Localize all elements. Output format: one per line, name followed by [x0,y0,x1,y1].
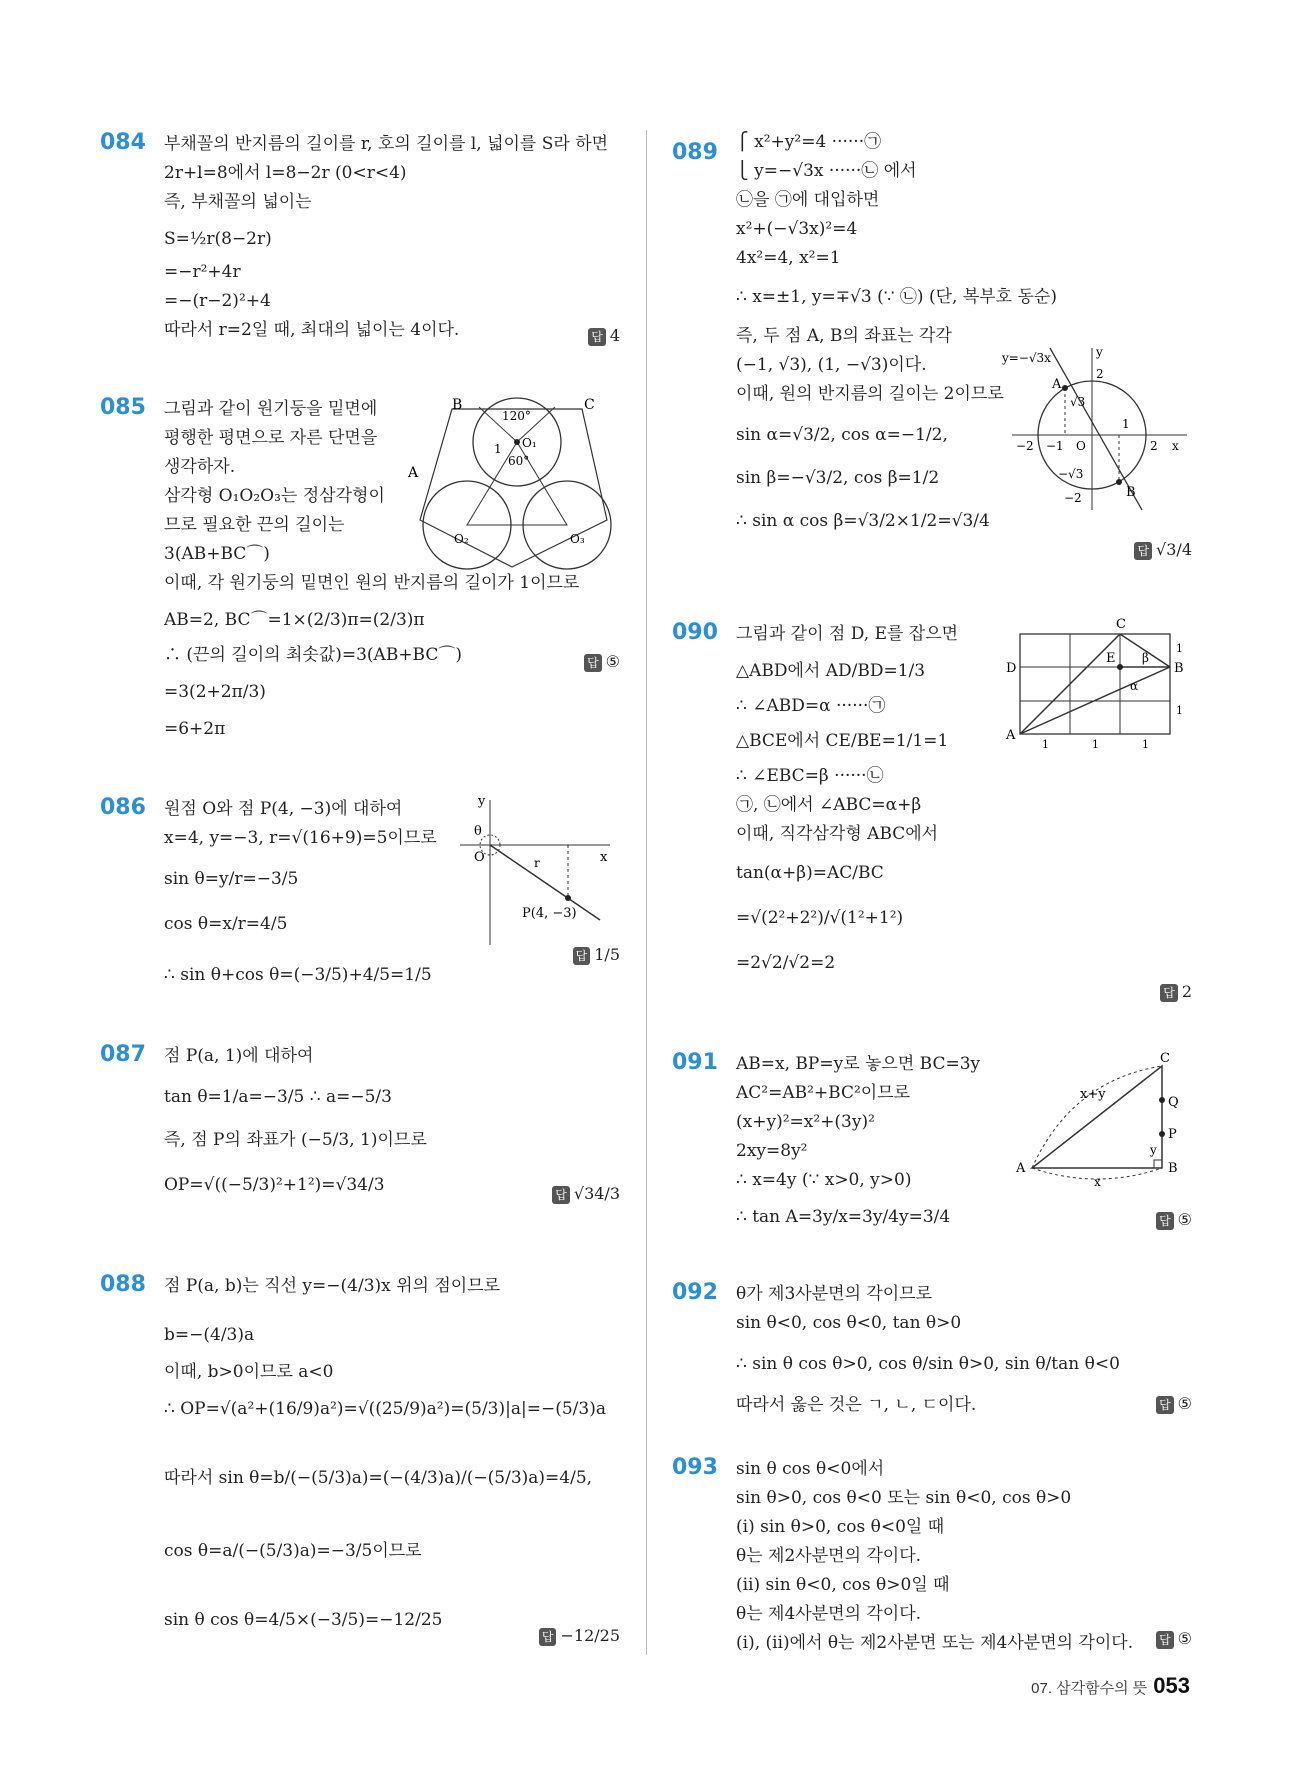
label-o2: O₂ [454,532,469,546]
solution-line: θ가 제3사분면의 각이므로 [736,1284,933,1304]
answer-value: 4 [609,326,620,345]
answer-tag: 답 [584,654,602,672]
problem-number: 091 [672,1050,718,1075]
solution-line: =−(r−2)²+4 [164,291,271,311]
solution-line: (ⅱ) sin θ<0, cos θ>0일 때 [736,1575,950,1595]
solution-line: sin α=√3/2, cos α=−1/2, [736,425,948,445]
solution-line: ∴ (끈의 길이의 최솟값)=3(AB+BC⌒) [164,645,463,665]
solution-line: 원점 O와 점 P(4, −3)에 대하여 [164,799,403,819]
label-d: D [1006,661,1017,676]
solution-line: =6+2π [164,719,226,739]
solution-line: sin θ=y/r=−3/5 [164,869,299,889]
tick-root3: √3 [1070,395,1086,409]
label-a: A [1016,1161,1026,1176]
solution-line: ∴ tan A=3y/x=3y/4y=3/4 [736,1207,951,1227]
solution-line: ∴ ∠EBC=β ······㉡ [736,766,884,786]
grid-outer [1020,634,1170,734]
solution-line: sin θ<0, cos θ<0, tan θ>0 [736,1313,962,1333]
label-theta: θ [474,824,482,839]
solution-line: 즉, 두 점 A, B의 좌표는 각각 [736,326,952,346]
solution-line: 생각하자. [164,457,236,477]
label-q: Q [1168,1095,1179,1110]
solution-line: =2√2/√2=2 [736,953,836,973]
point-e [1117,664,1123,670]
answer [573,945,620,965]
problem-number: 085 [100,395,146,420]
solution-line: S=½r(8−2r) [164,229,272,249]
label-beta: β [1142,651,1149,665]
page-number: 053 [1153,1673,1190,1698]
label-o1: O₁ [522,436,537,450]
solution-line: x²+(−√3x)²=4 [736,219,858,239]
answer-value: ⑤ [1177,1394,1192,1413]
answer-value: ⑤ [1177,1629,1192,1648]
solution-line: OP=√((−5/3)²+1²)=√34/3 [164,1175,385,1195]
answer-value: ⑤ [1177,1210,1192,1229]
triangle-abc [1032,1066,1162,1168]
solution-line: 평행한 평면으로 자른 단면을 [164,428,378,448]
tick-2: 2 [1096,367,1104,381]
label-a: A [1052,377,1062,392]
problem-number: 090 [672,620,718,645]
answer [552,1184,620,1204]
answer-value: 1/5 [594,945,620,964]
solution-line: 따라서 sin θ=b/(−(5/3)a)=(−(4/3)a)/(−(5/3)a)=4/5, [164,1468,593,1488]
solution-line: ㉡을 ㉠에 대입하면 [736,190,880,210]
solution-line: 따라서 옳은 것은 ㄱ, ㄴ, ㄷ이다. [736,1395,977,1415]
answer-tag: 답 [1134,542,1152,560]
solution-line: ∴ x=4y (∵ x>0, y>0) [736,1170,912,1190]
solution-line: 즉, 부채꼴의 넓이는 [164,192,312,212]
answer [1156,1629,1192,1649]
solution-line: 삼각형 O₁O₂O₃는 정삼각형이 [164,486,385,506]
solution-line: tan θ=1/a=−3/5 ∴ a=−5/3 [164,1087,392,1107]
point-q [1159,1097,1165,1103]
solution-line: 따라서 r=2일 때, 최대의 넓이는 4이다. [164,320,460,340]
solution-line: ∴ OP=√(a²+(16/9)a²)=√((25/9)a²)=(5/3)|a|=−(5/3)a [164,1399,606,1419]
point-b [1116,479,1122,485]
solution-line: ⎧ x²+y²=4 ······㉠ [736,132,882,152]
solution-line: sin θ>0, cos θ<0 또는 sin θ<0, cos θ>0 [736,1488,1072,1508]
solution-body [164,1272,624,1635]
point-a [1062,385,1068,391]
label-y: y [1150,1143,1157,1157]
tick-1: 1 [1142,738,1149,751]
solution-line: 2xy=8y² [736,1141,808,1161]
solution-line: 그림과 같이 원기둥을 밑면에 [164,399,378,419]
answer-value: ⑤ [605,652,620,671]
solution-line: ∴ x=±1, y=∓√3 (∵ ㉡) (단, 복부호 동순) [736,287,1057,307]
problem-number: 089 [672,140,718,165]
label-x: x [1172,439,1179,453]
coordinate-figure [460,795,620,955]
solution-body [164,130,624,345]
solution-line: AB=2, BC⌒=1×(2/3)π=(2/3)π [164,610,425,630]
solution-line: 그림과 같이 점 D, E를 잡으면 [736,624,959,644]
label-x: x [600,850,608,865]
solution-line: ∴ ∠ABD=α ······㉠ [736,696,886,716]
answer-value: −12/25 [560,1626,620,1645]
solution-body [164,1042,624,1200]
tick-1: 1 [1092,738,1099,751]
label-b: B [452,397,463,413]
solution-body [736,1455,1196,1658]
answer-tag: 답 [1156,1631,1174,1649]
point-p [1159,1131,1165,1137]
answer [1156,1210,1192,1230]
solution-line: θ는 제2사분면의 각이다. [736,1546,922,1566]
label-b: B [1174,661,1184,676]
solution-line: 즉, 점 P의 좌표가 (−5/3, 1)이므로 [164,1130,427,1150]
problem-number: 092 [672,1280,718,1305]
solution-body [736,1280,1196,1420]
label-y: y [478,794,486,809]
answer-tag: 답 [1156,1396,1174,1414]
tick-pos2: 2 [1150,439,1158,453]
solution-line: 3(AB+BC⌒) [164,544,270,564]
problem-number: 087 [100,1042,146,1067]
tick-1: 1 [1176,704,1183,717]
solution-line: tan(α+β)=AC/BC [736,863,884,883]
solution-line: =√(2²+2²)/√(1²+1²) [736,908,904,928]
answer [588,326,620,346]
answer-tag: 답 [539,1628,557,1646]
label-x-plus-y: x+y [1080,1087,1106,1102]
solution-line: 이때, b>0이므로 a<0 [164,1362,334,1382]
label-angle-120: 120° [502,409,531,423]
tick-neg-root3: −√3 [1058,467,1084,481]
answer [539,1626,620,1646]
solution-line: (ⅰ) sin θ>0, cos θ<0일 때 [736,1517,945,1537]
label-y: y [1096,345,1103,359]
label-b: B [1126,485,1136,500]
solution-line: AB=x, BP=y로 놓으면 BC=3y [736,1054,981,1074]
solution-line: sin θ cos θ<0에서 [736,1459,885,1479]
answer-tag: 답 [1156,1212,1174,1230]
problem-number: 093 [672,1455,718,1480]
unit-circle-figure [1002,340,1192,515]
problem-number: 084 [100,130,146,155]
label-r: r [534,856,540,870]
tick-neg2: −2 [1016,439,1034,453]
solution-line: △BCE에서 CE/BE=1/1=1 [736,731,949,751]
solution-line: ㉠, ㉡에서 ∠ABC=α+β [736,795,922,815]
solution-line: 2r+l=8에서 l=8−2r (0<r<4) [164,163,407,183]
solution-line: ∴ sin θ cos θ>0, cos θ/sin θ>0, sin θ/tan θ<0 [736,1354,1120,1374]
solution-line: x=4, y=−3, r=√(16+9)=5이므로 [164,828,437,848]
label-a: A [408,465,419,481]
solution-line: (ⅰ), (ⅱ)에서 θ는 제2사분면 또는 제4사분면의 각이다. [736,1633,1134,1653]
solution-line: (−1, √3), (1, −√3)이다. [736,355,927,375]
label-o3: O₃ [570,532,585,546]
chapter-title: 07. 삼각함수의 뜻 [1031,1680,1148,1697]
solution-line: ∴ sin θ+cos θ=(−3/5)+4/5=1/5 [164,965,432,985]
solution-line: 이때, 각 원기둥의 밑면인 원의 반지름의 길이가 1이므로 [164,573,580,593]
label-e: E [1106,651,1116,666]
tick-1: 1 [1176,642,1183,655]
label-p: P [1168,1127,1177,1142]
label-c: C [584,397,595,413]
answer-tag: 답 [552,1186,570,1204]
solution-line: 므로 필요한 끈의 길이는 [164,515,345,535]
tick-1: 1 [1122,417,1130,431]
right-angle-mark [1154,1160,1162,1168]
solution-line: cos θ=a/(−(5/3)a)=−3/5이므로 [164,1541,422,1561]
answer-tag: 답 [573,947,591,965]
answer-tag: 답 [588,328,606,346]
solution-line: sin θ cos θ=4/5×(−3/5)=−12/25 [164,1610,443,1630]
label-p: P(4, −3) [522,906,577,921]
problem-number: 088 [100,1272,146,1297]
label-b: B [1168,1161,1178,1176]
solution-line: =−r²+4r [164,262,241,282]
solution-line: △ABD에서 AD/BD=1/3 [736,661,926,681]
label-a: A [1006,728,1016,743]
point-p [565,895,571,901]
solution-line: 부채꼴의 반지름의 길이를 r, 호의 길이를 l, 넓이를 S라 하면 [164,134,609,154]
solution-line: 이때, 원의 반지름의 길이는 2이므로 [736,384,1004,404]
label-o: O [474,850,485,865]
label-x: x [1094,1175,1101,1189]
column-divider [646,130,647,1655]
answer-value: √3/4 [1156,540,1192,559]
label-o: O [1076,439,1086,453]
solution-line: 이때, 직각삼각형 ABC에서 [736,824,939,844]
page-footer [1031,1673,1190,1699]
grid-figure [992,612,1192,752]
solution-line: (x+y)²=x²+(3y)² [736,1112,875,1132]
answer-value: 2 [1181,982,1192,1001]
solution-line: =3(2+2π/3) [164,682,266,702]
solution-line: 점 P(a, 1)에 대하여 [164,1046,314,1066]
tick-y-neg2: −2 [1064,491,1082,505]
label-angle-60: 60° [508,454,530,468]
solution-line: ⎩ y=−√3x ······㉡ 에서 [736,161,917,181]
solution-line: cos θ=x/r=4/5 [164,914,288,934]
solution-line: θ는 제4사분면의 각이다. [736,1604,922,1624]
answer-value: √34/3 [573,1184,620,1203]
label-radius-1: 1 [494,442,502,456]
answer [1156,1394,1192,1414]
solution-line: ∴ sin α cos β=√3/2×1/2=√3/4 [736,511,990,531]
solution-line: 점 P(a, b)는 직선 y=−(4/3)x 위의 점이므로 [164,1276,501,1296]
solution-line: 4x²=4, x²=1 [736,248,841,268]
label-alpha: α [1130,679,1139,693]
tick-neg1: −1 [1046,439,1064,453]
problem-number: 086 [100,795,146,820]
answer [584,652,620,672]
right-triangle-figure [1012,1050,1192,1190]
answer [1134,540,1192,560]
label-line: y=−√3x [1002,351,1051,365]
answer-tag: 답 [1160,984,1178,1002]
answer [1160,982,1192,1002]
tick-1: 1 [1042,738,1049,751]
solution-line: b=−(4/3)a [164,1325,255,1345]
solution-line: AC²=AB²+BC²이므로 [736,1083,911,1103]
label-c: C [1160,1051,1170,1066]
cylinders-figure [408,395,622,565]
center-o1 [514,439,520,445]
label-c: C [1116,617,1126,632]
solution-line: sin β=−√3/2, cos β=1/2 [736,468,940,488]
